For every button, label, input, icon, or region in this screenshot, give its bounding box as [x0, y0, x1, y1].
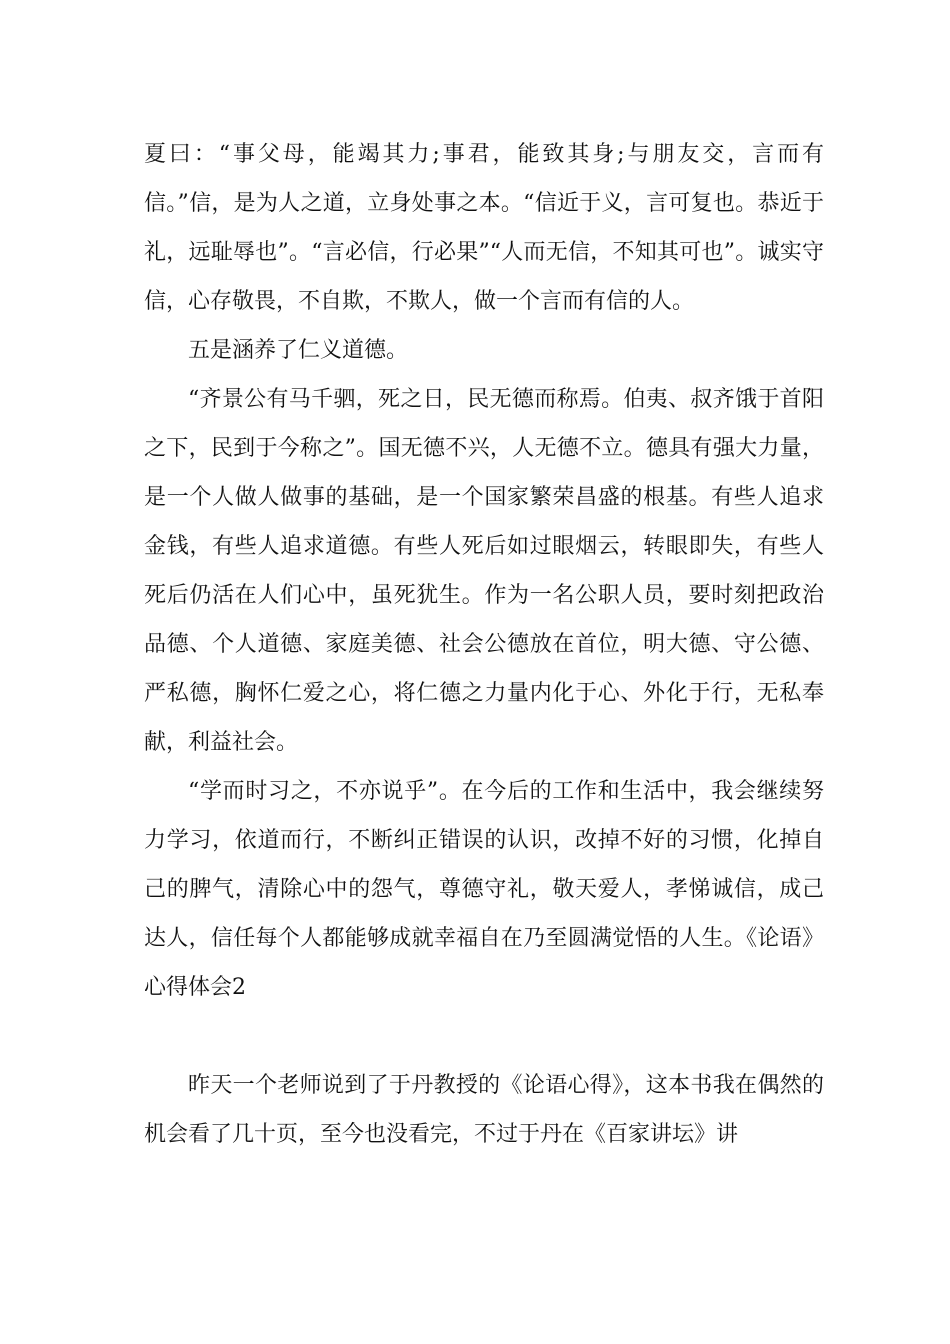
document-body: [144, 130, 824, 1159]
paragraph-3: “齐景公有马千驷，死之日，民无德而称焉。伯夷、叔齐饿于首阳之下，民到于今称之”。国无德不兴，人无德不立。德具有强大力量，是一个人做人做事的基础，是一个国家繁荣昌盛的根基。有些人追求金钱，有些人追求道德。有些人死后如过眼烟云，转眼即失，有些人死后仍活在人们心中，虽死犹生。作为一名公职人员，要时刻把政治品德、个人道德、家庭美德、社会公德放在首位，明大德、守公德、严私德，胸怀仁爱之心，将仁德之力量内化于心、外化于行，无私奉献，利益社会。: [144, 387, 824, 755]
paragraph-5: 昨天一个老师说到了于丹教授的《论语心得》，这本书我在偶然的机会看了几十页，至今也没看完，不过于丹在《百家讲坛》讲: [144, 1073, 824, 1147]
paragraph-spacer: [144, 1012, 824, 1061]
paragraph-4: “学而时习之，不亦说乎”。在今后的工作和生活中，我会继续努力学习，依道而行，不断纠正错误的认识，改掉不好的习惯，化掉自己的脾气，清除心中的怨气，尊德守礼，敬天爱人，孝悌诚信，成己达人，信任每个人都能够成就幸福自在乃至圆满觉悟的人生。《论语》心得体会2: [144, 779, 824, 1000]
paragraph-1: 夏曰：“事父母，能竭其力;事君，能致其身;与朋友交，言而有信。”信，是为人之道，立身处事之本。“信近于义，言可复也。恭近于礼，远耻辱也”。“言必信，行必果”“人而无信，不知其可也”。诚实守信，心存敬畏，不自欺，不欺人，做一个言而有信的人。: [144, 142, 824, 314]
paragraph-2: 五是涵养了仁义道德。: [188, 338, 409, 363]
